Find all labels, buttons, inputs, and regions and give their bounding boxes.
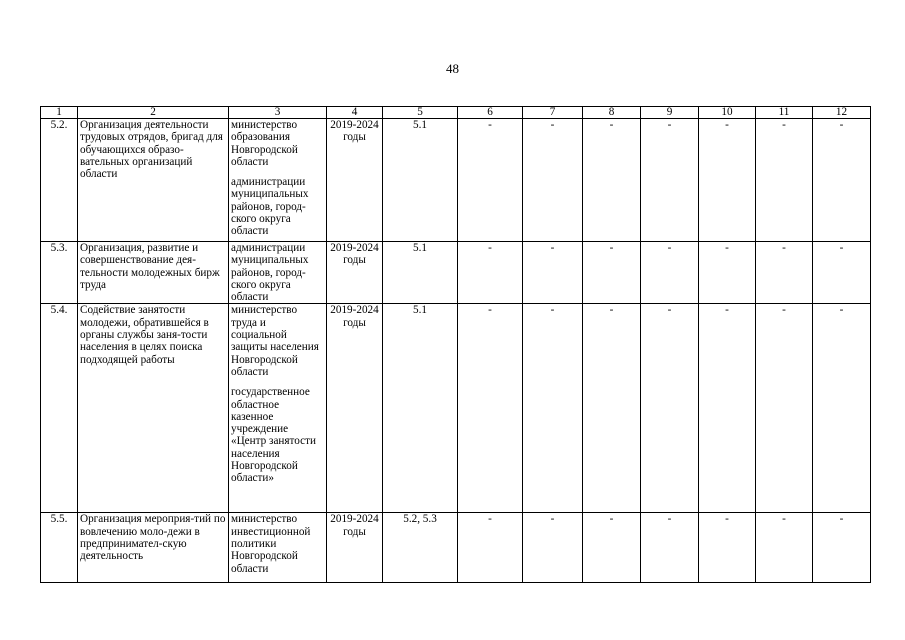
- program-table: [40, 106, 871, 583]
- column-header-10: 10: [699, 107, 756, 119]
- executor: министерство труда и социальной защиты населения Новгородской области: [231, 304, 319, 378]
- column-header-5: 5: [383, 107, 458, 119]
- value-cell: -: [458, 304, 523, 513]
- value-cell: -: [699, 513, 756, 583]
- value-cell: -: [813, 242, 871, 304]
- term-cell: 2019-2024 годы: [327, 513, 383, 583]
- value-cell: -: [813, 513, 871, 583]
- row-number: 5.2.: [41, 119, 78, 242]
- value-cell: -: [813, 119, 871, 242]
- row-number: 5.5.: [41, 513, 78, 583]
- term-cell: 2019-2024 годы: [327, 242, 383, 304]
- executors-cell: [229, 513, 327, 583]
- column-header-9: 9: [641, 107, 699, 119]
- indicator-cell: 5.2, 5.3: [383, 513, 458, 583]
- executor: администрации муниципальных районов, город-ского округа области: [231, 176, 309, 238]
- page-number: 48: [446, 61, 459, 76]
- value-cell: -: [756, 242, 813, 304]
- value-cell: -: [641, 513, 699, 583]
- value-cell: -: [458, 119, 523, 242]
- table-row: [41, 513, 871, 583]
- value-cell: -: [699, 242, 756, 304]
- table-row: [41, 304, 871, 513]
- indicator-cell: 5.1: [383, 242, 458, 304]
- row-number: 5.4.: [41, 304, 78, 513]
- column-header-3: 3: [229, 107, 327, 119]
- value-cell: -: [523, 304, 583, 513]
- executor: администрации муниципальных районов, город-ского округа области: [231, 242, 309, 304]
- executors-cell: [229, 242, 327, 304]
- value-cell: -: [813, 304, 871, 513]
- term-cell: 2019-2024 годы: [327, 119, 383, 242]
- row-number: 5.3.: [41, 242, 78, 304]
- value-cell: -: [756, 119, 813, 242]
- table-header: [41, 107, 871, 119]
- value-cell: -: [756, 513, 813, 583]
- column-header-7: 7: [523, 107, 583, 119]
- measure-description: Содействие занятости молодежи, обратившейся в органы службы заня-тости населения в целях поиска подходящей работы: [78, 304, 229, 513]
- value-cell: -: [756, 304, 813, 513]
- column-header-12: 12: [813, 107, 871, 119]
- value-cell: -: [523, 513, 583, 583]
- column-header-11: 11: [756, 107, 813, 119]
- column-header-6: 6: [458, 107, 523, 119]
- value-cell: -: [699, 304, 756, 513]
- value-cell: -: [583, 513, 641, 583]
- table-row: [41, 119, 871, 242]
- column-header-1: 1: [41, 107, 78, 119]
- table-body: [41, 119, 871, 583]
- value-cell: -: [583, 242, 641, 304]
- value-cell: -: [523, 242, 583, 304]
- value-cell: -: [583, 304, 641, 513]
- executors-cell: [229, 119, 327, 242]
- value-cell: -: [458, 513, 523, 583]
- measure-description: Организация деятельности трудовых отрядов, бригад для обучающихся образо-вательных организаций области: [78, 119, 229, 242]
- column-header-2: 2: [78, 107, 229, 119]
- indicator-cell: 5.1: [383, 304, 458, 513]
- value-cell: -: [699, 119, 756, 242]
- table-row: [41, 242, 871, 304]
- value-cell: -: [641, 304, 699, 513]
- value-cell: -: [523, 119, 583, 242]
- value-cell: -: [641, 119, 699, 242]
- measure-description: Организация мероприя-тий по вовлечению моло-дежи в предпринимател-скую деятельность: [78, 513, 229, 583]
- executors-cell: [229, 304, 327, 513]
- value-cell: -: [641, 242, 699, 304]
- value-cell: -: [583, 119, 641, 242]
- executor: министерство инвестиционной политики Новгородской области: [231, 513, 311, 575]
- executor: министерство образования Новгородской области: [231, 119, 298, 168]
- column-header-4: 4: [327, 107, 383, 119]
- measure-description: Организация, развитие и совершенствование дея-тельности молодежных бирж труда: [78, 242, 229, 304]
- executor: государственное областное казенное учреждение «Центр занятости населения Новгородской области»: [231, 386, 317, 485]
- column-header-8: 8: [583, 107, 641, 119]
- term-cell: 2019-2024 годы: [327, 304, 383, 513]
- indicator-cell: 5.1: [383, 119, 458, 242]
- value-cell: -: [458, 242, 523, 304]
